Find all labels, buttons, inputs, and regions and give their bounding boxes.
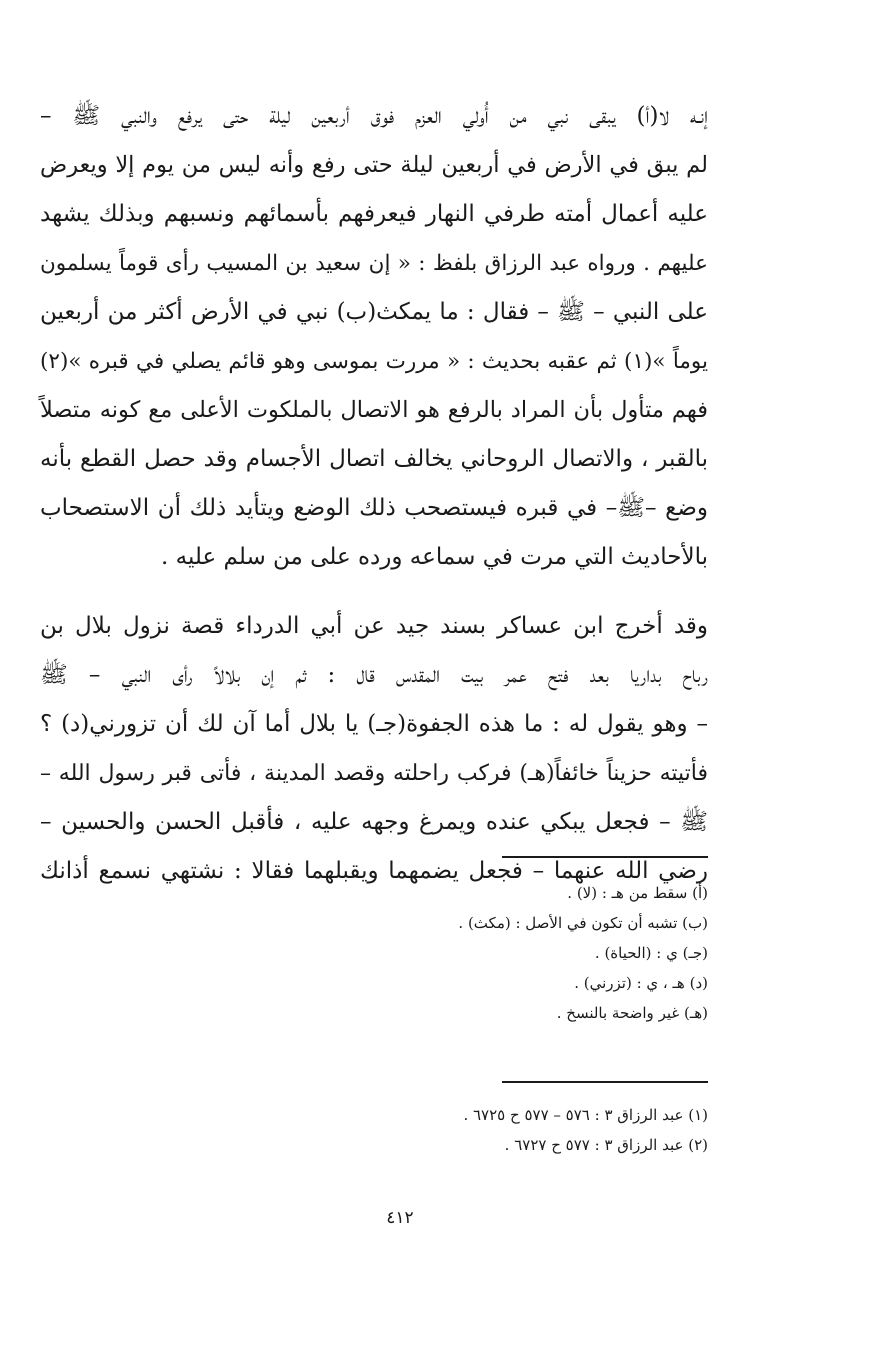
footnote: (أ) سقط من هـ : (لا) .: [567, 884, 708, 902]
text-line: وقد أخرج ابن عساكر بسند جيد عن أبي الدرداء قصة نزول بلال بن: [40, 613, 708, 639]
text-line: رضي الله عنهما – فجعل يضمهما ويقبلهما فقالا : نشتهي نسمع أذانك: [40, 858, 708, 884]
footnote: (جـ) ي : (الحياة) .: [594, 944, 708, 962]
footnote: (د) هـ ، ي : (تزرني) .: [574, 974, 708, 992]
text-line: رباح بداريا بعد فتح عمر بيت المقدس قال : ثم إن بلالاً رأى النبي – ﷺ: [40, 662, 708, 688]
text-line: إنـه لا(أ) يبقى نبي من أُولي العزم فوق أربعين ليلة حتى يرفع والنبي ﷺ –: [40, 103, 708, 129]
text-line: لم يبق في الأرض في أربعين ليلة حتى رفع وأنه ليس من يوم إلا ويعرض: [40, 152, 708, 178]
text-line: بالأحاديث التي مرت في سماعه ورده على من سلم عليه .: [160, 544, 708, 570]
footnote: (ب) تشبه أن تكون في الأصل : (مكث) .: [458, 914, 708, 932]
text-line: فأتيته حزيناً خائفاً(هـ) فركب راحلته وقصد المدينة ، فأتى قبر رسول الله –: [40, 761, 708, 786]
footnote-divider: [502, 1081, 708, 1083]
footnote-divider: [502, 856, 708, 858]
text-line: ﷺ – فجعل يبكي عنده ويمرغ وجهه عليه ، فأقبل الحسن والحسين –: [40, 809, 708, 835]
text-line: بالقبر ، والاتصال الروحاني يخالف اتصال الأجسام وقد حصل القطع بأنه: [40, 446, 708, 472]
text-line: – وهو يقول له : ما هذه الجفوة(جـ) يا بلال أما آن لك أن تزورني(د) ؟: [40, 711, 708, 737]
text-line: عليه أعمال أمته طرفي النهار فيعرفهم بأسمائهم ونسبهم وبذلك يشهد: [40, 201, 708, 227]
footnote: (١) عبد الرزاق ٣ : ٥٧٦ – ٥٧٧ ح ٦٧٢٥ .: [463, 1106, 708, 1124]
text-line: وضع –ﷺ– في قبره فيستصحب ذلك الوضع ويتأيد ذلك أن الاستصحاب: [40, 495, 708, 521]
text-line: على النبي – ﷺ – فقال : ما يمكث(ب) نبي في الأرض أكثر من أربعين: [40, 299, 708, 325]
text-line: يوماً »(١) ثم عقبه بحديث : « مررت بموسى وهو قائم يصلي في قبره »(٢): [40, 349, 708, 374]
text-line: فهم متأول بأن المراد بالرفع هو الاتصال بالملكوت الأعلى مع كونه متصلاً: [40, 397, 708, 423]
text-line: عليهم . ورواه عبد الرزاق بلفظ : « إن سعيد بن المسيب رأى قوماً يسلمون: [40, 251, 708, 276]
main-text: [40, 92, 708, 896]
source-footnotes: [300, 1100, 708, 1160]
variant-footnotes: [300, 878, 708, 1028]
page-number: ٤١٢: [386, 1208, 414, 1228]
footnote: (هـ) غير واضحة بالنسخ .: [556, 1004, 708, 1022]
paragraph-gap: [40, 582, 708, 602]
footnote: (٢) عبد الرزاق ٣ : ٥٧٧ ح ٦٧٢٧ .: [504, 1136, 708, 1154]
